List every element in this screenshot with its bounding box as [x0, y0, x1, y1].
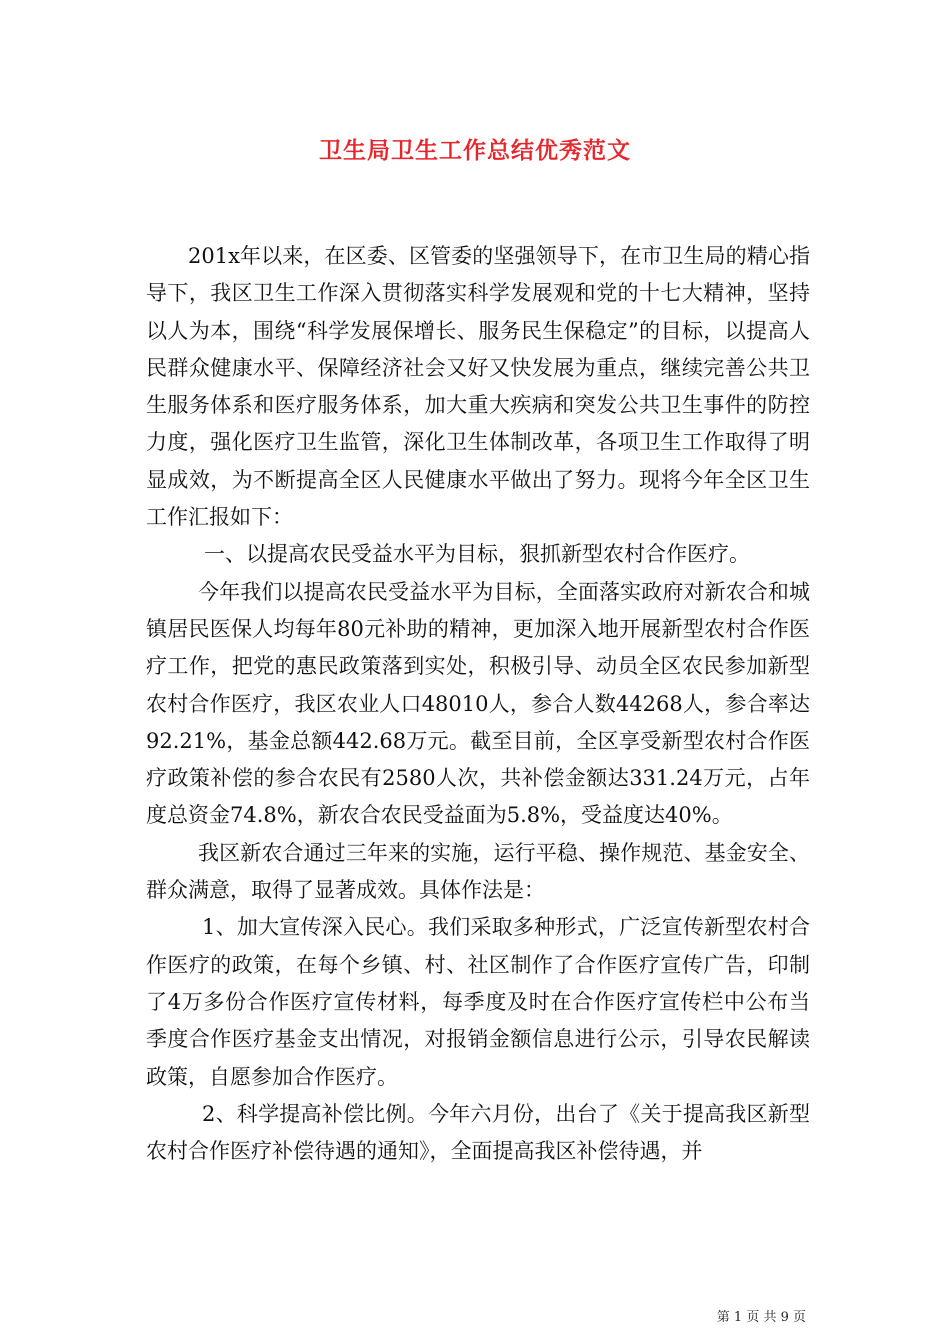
page-number: 第 1 页 共 9 页: [716, 1310, 806, 1325]
document-title: 卫生局卫生工作总结优秀范文: [319, 137, 631, 164]
paragraph-intro: 201x年以来，在区委、区管委的坚强领导下，在市卫生局的精心指导下，我区卫生工作深入贯彻落实科学发展观和党的十七大精神，坚持以人为本，围绕“科学发展保增长、服务民生保稳定”的目标，以提高人民群众健康水平、保障经济社会又好又快发展为重点，继续完善公共卫生服务体系和医疗服务体系，加大重大疾病和突发公共卫生事件的防控力度，强化医疗卫生监管，深化卫生体制改革，各项卫生工作取得了明显成效，为不断提高全区人民健康水平做出了努力。现将今年全区卫生工作汇报如下：: [146, 244, 810, 530]
paragraph-results: 我区新农合通过三年来的实施，运行平稳、操作规范、基金安全、群众满意，取得了显著成效。具体作法是：: [146, 840, 810, 903]
document-body: [146, 238, 810, 1170]
list-item-publicity: 1、加大宣传深入民心。我们采取多种形式，广泛宣传新型农村合作医疗的政策，在每个乡镇、村、社区制作了合作医疗宣传广告，印制了4万多份合作医疗宣传材料，每季度及时在合作医疗宣传栏中公布当季度合作医疗基金支出情况，对报销金额信息进行公示，引导农民解读政策，自愿参加合作医疗。: [146, 915, 810, 1089]
paragraph-ncms: 今年我们以提高农民受益水平为目标，全面落实政府对新农合和城镇居民医保人均每年80元补助的精神，更加深入地开展新型农村合作医疗工作，把党的惠民政策落到实处，积极引导、动员全区农民参加新型农村合作医疗，我区农业人口48010人，参合人数44268人，参合率达92.21%，基金总额442.68万元。截至目前，全区享受新型农村合作医疗政策补偿的参合农民有2580人次，共补偿金额达331.24万元，占年度总资金74.8%，新农合农民受益面为5.8%，受益度达40%。: [146, 579, 810, 828]
section-heading-1: 一、以提高农民受益水平为目标，狠抓新型农村合作医疗。: [204, 542, 750, 567]
list-item-compensation: 2、科学提高补偿比例。今年六月份，出台了《关于提高我区新型农村合作医疗补偿待遇的通知》，全面提高我区补偿待遇，并: [146, 1101, 810, 1164]
